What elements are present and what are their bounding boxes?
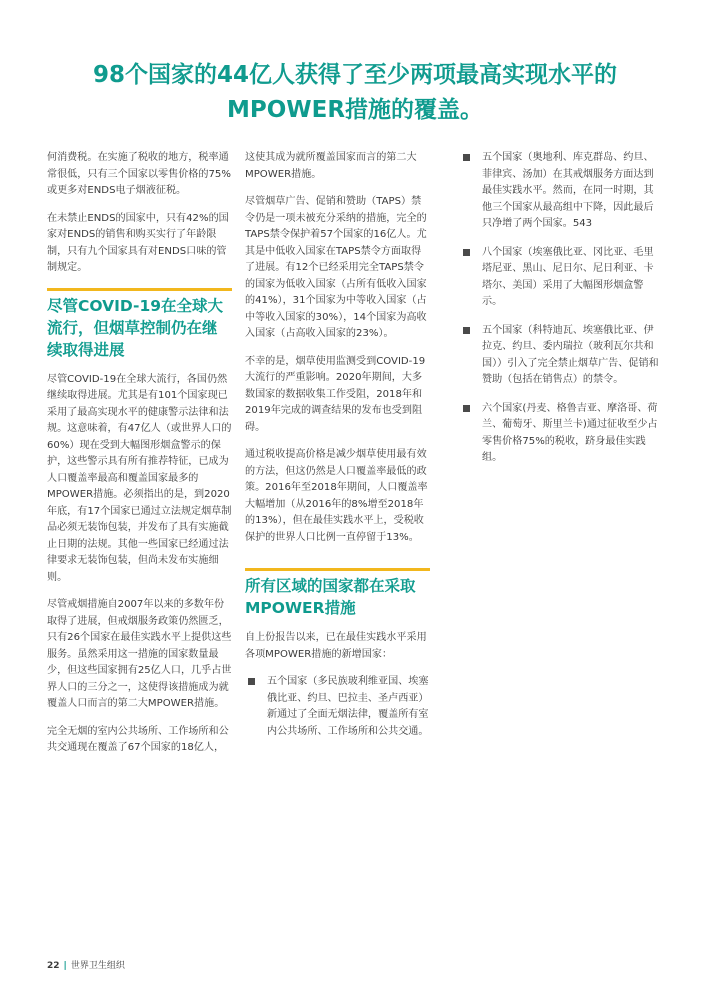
footer-separator: | — [63, 961, 67, 971]
paragraph: 尽管COVID-19在全球大流行，各国仍然继续取得进展。尤其是有101个国家现已采用了最高实现水平的健康警示法律和法规。这意味着，有47亿人（或世界人口的60%）现在受到大幅图形烟盒警示的保护，这些警示具有所有推荐特征，已成为人口覆盖率最高和覆盖国家最多的MPOWER措施。必须指出的是，到2020年底，有17个国家已通过立法规定烟草制品必须无装饰包装，并发布了具有实施截止日期的法规。其他一些国家已经通过法律要求无装饰包装，但尚未发布实施细则。 — [47, 373, 232, 583]
square-bullet-icon — [463, 405, 470, 412]
list-item — [460, 245, 660, 311]
paragraph: 尽管烟草广告、促销和赞助（TAPS）禁令仍是一项未被充分采纳的措施，完全的TAPS禁令保护着57个国家的16亿人。尤其是中低收入国家在TAPS禁令方面取得了进展。有12个已经采用完全TAPS禁令的国家为低收入国家（占所有低收入国家的41%），31个国家为中等收入国家（占中等收入国家的30%），14个国家为高收入国家（占高收入国家的23%）。 — [245, 196, 427, 339]
list-item-text: 八个国家（埃塞俄比亚、冈比亚、毛里塔尼亚、黑山、尼日尔、尼日利亚、卡塔尔、美国）采用了大幅图形烟盒警示。 — [482, 246, 654, 307]
list-item-text: 五个国家（多民族玻利维亚国、埃塞俄比亚、约旦、巴拉圭、圣卢西亚）新通过了全面无烟法律，覆盖所有室内公共场所、工作场所和公共交通。 — [267, 676, 429, 737]
list-item — [245, 674, 430, 740]
list-item-text: 六个国家(丹麦、格鲁吉亚、摩洛哥、荷兰、葡萄牙、斯里兰卡)通过征收至少占零售价格75%的税收，跻身最佳实践组。 — [482, 402, 658, 463]
list-item — [460, 401, 660, 467]
column-1 — [47, 150, 232, 768]
column-2 — [245, 150, 430, 752]
headline-line-2: MPOWER措施的覆盖。 — [226, 97, 484, 123]
list-item-text: 五个国家（奥地利、库克群岛、约旦、菲律宾、汤加）在其戒烟服务方面达到最佳实践水平。然而，在同一时期，其他三个国家从最高组中下降，因此最后只净增了两个国家。543 — [482, 152, 654, 229]
paragraph: 不幸的是，烟草使用监测受到COVID-19大流行的严重影响。2020年期间，大多数国家的数据收集工作受阻，2018年和2019年完成的调查结果的发布也受到阻碍。 — [245, 355, 426, 433]
paragraph: 自上份报告以来，已在最佳实践水平采用各项MPOWER措施的新增国家： — [245, 632, 427, 660]
page-footer — [47, 958, 125, 971]
paragraph: 何消费税。在实施了税收的地方，税率通常很低，只有三个国家以零售价格的75%或更多对ENDS电子烟液征税。 — [47, 152, 231, 196]
paragraph: 这使其成为就所覆盖国家而言的第二大MPOWER措施。 — [245, 152, 417, 180]
section-heading-block — [47, 288, 232, 361]
page-number: 22 — [47, 961, 60, 971]
bullet-list — [245, 674, 430, 740]
section-heading: 所有区域的国家都在采取MPOWER措施 — [245, 577, 416, 617]
list-item — [460, 323, 660, 389]
page-headline — [0, 58, 710, 128]
square-bullet-icon — [248, 678, 255, 685]
square-bullet-icon — [463, 154, 470, 161]
paragraph: 通过税收提高价格是减少烟草使用最有效的方法，但这仍然是人口覆盖率最低的政策。2016年至2018年期间，人口覆盖率大幅增加（从2016年的8%增至2018年的13%），但在最佳实践水平上，受税收保护的世界人口比例一直停留于13%。 — [245, 449, 428, 543]
column-3 — [460, 150, 660, 479]
paragraph: 尽管戒烟措施自2007年以来的多数年份取得了进展，但戒烟服务政策仍然匮乏，只有26个国家在最佳实践水平上提供这些服务。虽然采用这一措施的国家数量最少，但这些国家拥有25亿人口，几乎占世界人口的三分之一，这使得该措施成为就覆盖人口而言的第二大MPOWER措施。 — [47, 599, 232, 709]
square-bullet-icon — [463, 327, 470, 334]
publisher-name: 世界卫生组织 — [70, 961, 125, 971]
section-heading-block — [245, 568, 430, 619]
square-bullet-icon — [463, 249, 470, 256]
section-heading: 尽管COVID-19在全球大流行，但烟草控制仍在继续取得进展 — [47, 296, 224, 359]
bullet-list — [460, 150, 660, 467]
list-item — [460, 150, 660, 233]
paragraph: 完全无烟的室内公共场所、工作场所和公共交通现在覆盖了67个国家的18亿人， — [47, 725, 229, 753]
list-item-text: 五个国家（科特迪瓦、埃塞俄比亚、伊拉克、约旦、委内瑞拉（玻利瓦尔共和国））引入了完全禁止烟草广告、促销和赞助（包括在销售点）的禁令。 — [482, 324, 659, 385]
headline-line-1: 98个国家的44亿人获得了至少两项最高实现水平的 — [92, 62, 617, 88]
paragraph: 在未禁止ENDS的国家中，只有42%的国家对ENDS的销售和购买实行了年龄限制，只有九个国家具有对ENDS口味的管制规定。 — [47, 212, 229, 273]
